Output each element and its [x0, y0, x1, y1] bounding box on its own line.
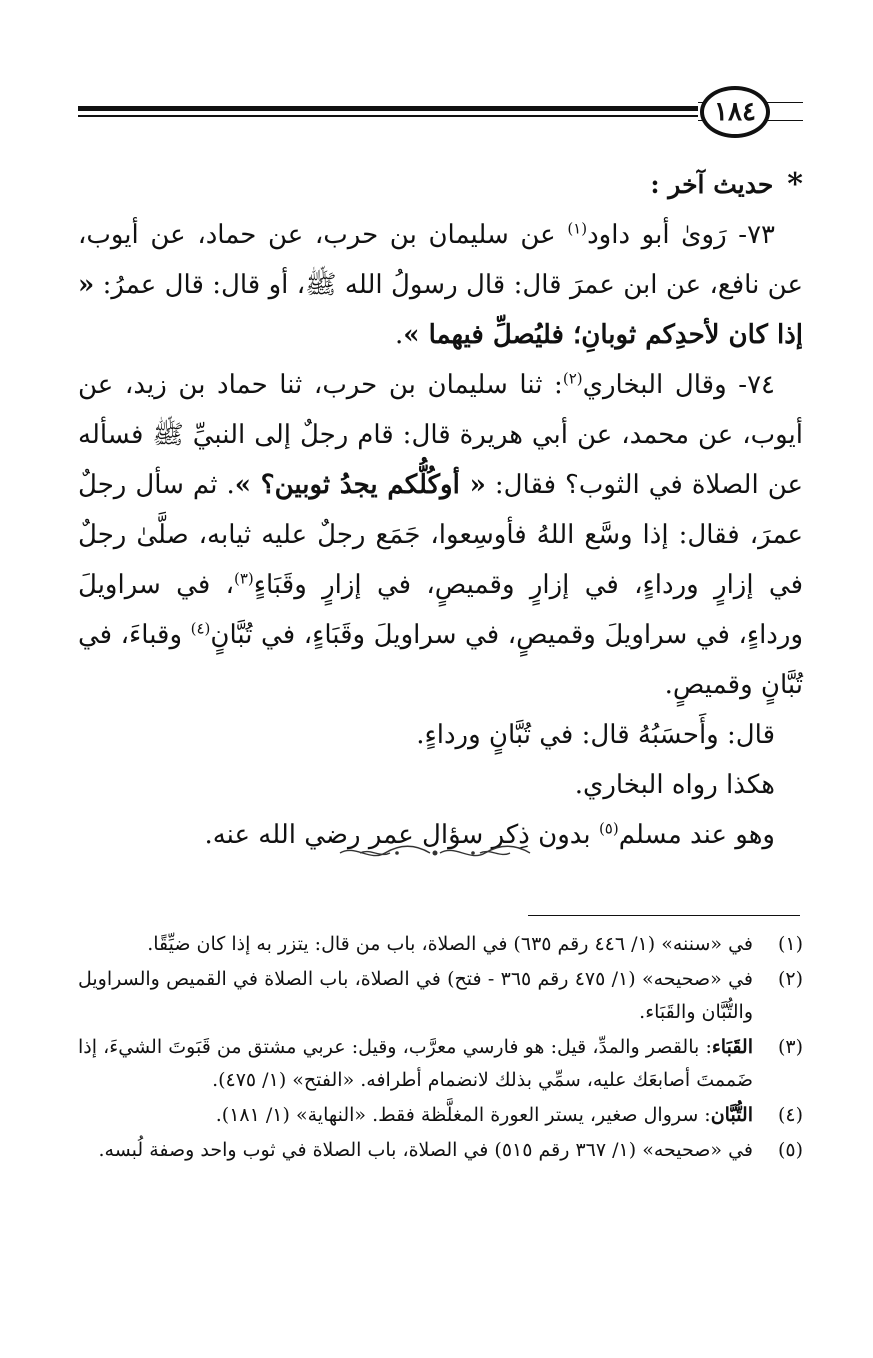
- footnote: [78, 1031, 803, 1097]
- header-rule-thin: [78, 115, 698, 117]
- hadith-text: عن سليمان بن حرب، عن حماد، عن أيوب، عن نافع، عن ابن عمرَ قال: قال رسولُ الله ﷺ، أو قال: قال عمرُ:: [78, 220, 803, 300]
- hadith-quote: « أوكُلُّكم يجدُ ثوبين؟ »: [234, 470, 486, 500]
- hadith-text: ، في سراويلَ ورداءٍ، في سراويلَ وقميصٍ، في سراويلَ وقَبَاءٍ، في تُبَّانٍ: [78, 570, 803, 650]
- footnote: [78, 928, 803, 961]
- hadith-number: ٧٣- رَوىٰ أبو داود: [587, 220, 775, 250]
- footnote: [78, 1134, 803, 1167]
- footnote-text: [78, 1031, 753, 1097]
- footnote-number: (١): [777, 933, 803, 955]
- hadith-tail: .: [395, 320, 404, 350]
- hadith-quote: « إذا كان لأحدِكم ثوبانِ؛ فليُصلِّ فيهما »: [78, 270, 803, 350]
- footnote-term: التُّبَّان: [710, 1104, 753, 1126]
- hadith-text: وقباءَ، في تُبَّانٍ وقميصٍ.: [78, 620, 803, 700]
- page-header: [78, 92, 803, 132]
- footnote: [78, 963, 803, 1029]
- page-number: ١٨٤: [700, 86, 770, 138]
- paragraph: هكذا رواه البخاري.: [574, 770, 775, 800]
- footnote-ref: (٣): [234, 569, 254, 588]
- ornament-icon: [335, 842, 535, 864]
- footnote-text: في «صحيحه» (١/ ٤٧٥ رقم ٣٦٥ - فتح) في الصلاة، باب الصلاة في القميص والسراويل والتُّبَّان والقَبَاء.: [78, 968, 754, 1023]
- footnote-number: (٢): [777, 968, 803, 990]
- paragraph: قال: وأَحسَبُهُ قال: في تُبَّانٍ ورداءٍ.: [416, 720, 775, 750]
- hadith-73: [78, 210, 803, 360]
- footnote-ref: (٥): [598, 819, 619, 838]
- footnote-number: (٤): [777, 1104, 803, 1126]
- footnote: [78, 1099, 803, 1132]
- ornament-divider: [330, 838, 540, 868]
- section-title: حديث آخر :: [650, 170, 774, 199]
- footnote-text: في «صحيحه» (١/ ٣٦٧ رقم ٥١٥) في الصلاة، باب الصلاة في ثوب واحد وصفة لُبسه.: [98, 1139, 753, 1161]
- footnote-body: : بالقصر والمدِّ، قيل: هو فارسي معرَّب، وقيل: عربي مشتق من قَبَوتَ الشيءَ، إذا ضَممتَ أصابعَك عليه، سمِّي بذلك لانضمام أطرافه. «الفتح» (١/ ٤٧٥).: [78, 1036, 753, 1091]
- hadith-number: ٧٤- وقال البخاري: [582, 370, 775, 400]
- footnote-ref: (٢): [562, 369, 583, 388]
- header-rule: [78, 106, 698, 111]
- hadith-74: [78, 360, 803, 710]
- footnote-number: (٣): [777, 1036, 803, 1058]
- footnote-rule: [528, 915, 800, 916]
- footnote-text: [78, 1099, 753, 1132]
- star-icon: *: [787, 167, 803, 202]
- footnote-ref: (٤): [190, 619, 211, 638]
- footnote-number: (٥): [777, 1139, 803, 1161]
- hadith-text: . ثم سأل رجلٌ عمرَ، فقال: إذا وسَّع اللهُ فأوسِعوا، جَمَع رجلٌ عليه ثيابه، صلَّىٰ رجلٌ في إزارٍ ورداءٍ، في إزارٍ وقميصٍ، في إزارٍ وقَبَاءٍ: [78, 470, 803, 600]
- hadith-text: : ثنا سليمان بن حرب، ثنا حماد بن زيد، عن أيوب، عن محمد، عن أبي هريرة قال: قام رجلٌ إلى النبيِّ ﷺ فسأله عن الصلاة في الثوب؟ فقال:: [78, 370, 803, 500]
- section-heading: [78, 160, 803, 210]
- footnote-term: القَبَاء: [711, 1036, 753, 1058]
- paragraph-lead: وهو عند مسلم: [618, 820, 775, 850]
- footnote-ref: (١): [567, 219, 588, 238]
- main-text: [78, 160, 803, 860]
- footnotes: [78, 928, 803, 1169]
- footnote-text: في «سننه» (١/ ٤٤٦ رقم ٦٣٥) في الصلاة، باب من قال: يتزر به إذا كان ضيِّقًا.: [147, 933, 753, 955]
- footnote-body: : سروال صغير، يستر العورة المغلَّظة فقط. «النهاية» (١/ ١٨١).: [215, 1104, 711, 1126]
- paragraph-text: بدون ذِكر سؤال عمر رضي الله عنه.: [204, 820, 599, 850]
